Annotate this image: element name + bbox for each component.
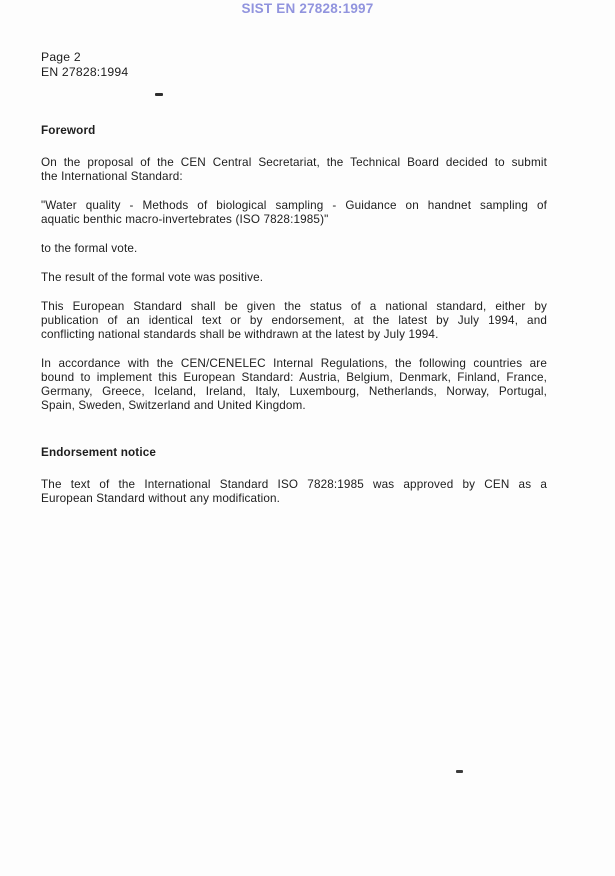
paragraph xyxy=(41,156,547,184)
paragraph-line: conflicting national standards shall be withdrawn at the latest by July 1994. xyxy=(41,328,439,341)
paragraph-line: This European Standard shall be given the status of a national standard, either by xyxy=(41,300,547,313)
paragraph-line: Germany, Greece, Iceland, Ireland, Italy, Luxembourg, Netherlands, Norway, Portugal, xyxy=(41,385,547,398)
paragraph-line: European Standard without any modification. xyxy=(41,492,281,505)
paragraph-line: In accordance with the CEN/CENELEC Internal Regulations, the following countries are xyxy=(41,357,547,370)
standard-reference: EN 27828:1994 xyxy=(41,65,129,79)
paragraph-line: to the formal vote. xyxy=(41,242,138,255)
paragraph-line: the International Standard: xyxy=(41,170,183,183)
paragraph-line: The result of the formal vote was positive. xyxy=(41,271,264,284)
paragraph-line: publication of an identical text or by endorsement, at the latest by July 1994, and xyxy=(41,314,547,327)
paragraph xyxy=(41,478,547,506)
paragraph xyxy=(41,357,547,413)
page-header xyxy=(41,50,128,80)
paragraph-line: On the proposal of the CEN Central Secretariat, the Technical Board decided to submit xyxy=(41,156,547,169)
paragraph xyxy=(41,300,547,342)
paragraph-line: aquatic benthic macro-invertebrates (ISO 7828:1985)" xyxy=(41,213,329,226)
paragraph xyxy=(41,271,547,285)
section-heading: Endorsement notice xyxy=(41,446,157,459)
ink-mark xyxy=(456,770,463,773)
paragraph xyxy=(41,199,547,227)
document-body xyxy=(41,124,547,521)
paragraph-line: "Water quality - Methods of biological sampling - Guidance on handnet sampling of xyxy=(41,199,547,212)
paragraph-line: The text of the International Standard ISO 7828:1985 was approved by CEN as a xyxy=(41,478,547,491)
ink-mark xyxy=(155,93,163,96)
paragraph-line: bound to implement this European Standard: Austria, Belgium, Denmark, Finland, France, xyxy=(41,371,547,384)
section-heading: Foreword xyxy=(41,124,96,137)
watermark-reference: SIST EN 27828:1997 xyxy=(241,1,374,16)
paragraph xyxy=(41,242,547,256)
page-number-label: Page 2 xyxy=(41,50,81,64)
paragraph-line: Spain, Sweden, Switzerland and United Kingdom. xyxy=(41,399,306,412)
